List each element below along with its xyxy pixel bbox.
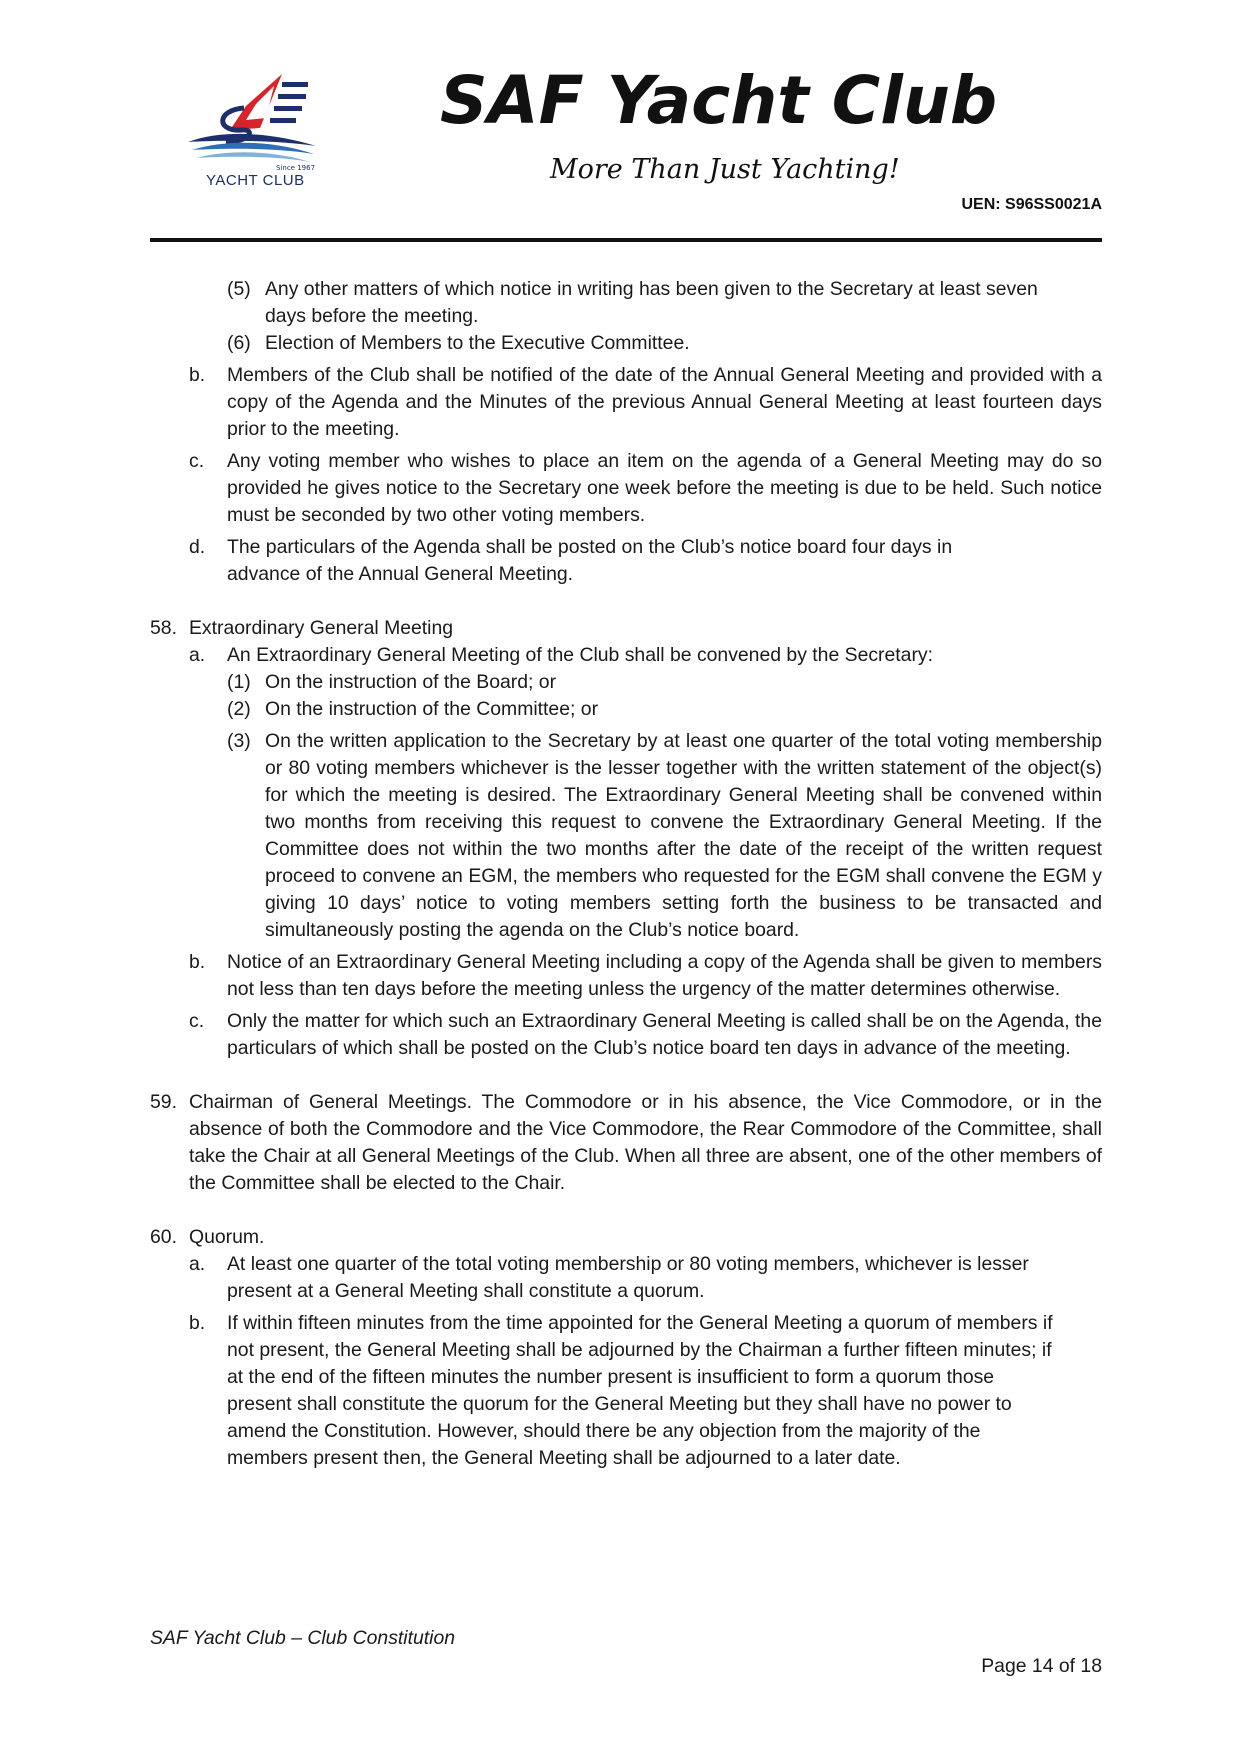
- clause-57a-5: [150, 276, 1102, 330]
- clause-58a-3: [150, 728, 1102, 944]
- yacht-club-logo: [186, 70, 336, 190]
- clause-text: Any voting member who wishes to place an item on the agenda of a General Meeting may do so provided he gives notice to the Secretary one week before the meeting is due to be held. Such notice must be seconded by two other voting members.: [227, 450, 1102, 526]
- clause-text: Notice of an Extraordinary General Meeting including a copy of the Agenda shall be given to members not less than ten days before the meeting unless the urgency of the matter determines otherwise.: [227, 951, 1102, 1000]
- clause-label: a.: [189, 644, 206, 666]
- clause-58-heading: [150, 615, 1102, 642]
- clause-text: On the instruction of the Committee; or: [265, 698, 599, 720]
- logo-since-text: Since 1967: [276, 164, 316, 172]
- logo-caption: YACHT CLUB: [206, 172, 305, 189]
- clause-text: Members of the Club shall be notified of the date of the Annual General Meeting and provided with a copy of the Agenda and the Minutes of the previous Annual General Meeting at least fourteen days prior to the meeting.: [227, 364, 1102, 440]
- clause-58a-1: [150, 669, 1102, 696]
- clause-number: 60.: [150, 1226, 177, 1248]
- clause-text: At least one quarter of the total voting membership or 80 voting members, whichever is lesser present at a General Meeting shall constitute a quorum.: [227, 1253, 1029, 1302]
- clause-text: Election of Members to the Executive Committee.: [265, 332, 690, 354]
- clause-60-heading: [150, 1224, 1102, 1251]
- clause-label: (6): [227, 332, 251, 354]
- clause-label: (2): [227, 698, 251, 720]
- club-tagline: More Than Just Yachting!: [550, 154, 900, 185]
- header-divider: [150, 238, 1102, 242]
- clause-text: On the instruction of the Board; or: [265, 671, 557, 693]
- clause-text: Chairman of General Meetings. The Commodore or in his absence, the Vice Commodore, or in the absence of both the Commodore and the Vice Commodore, the Rear Commodore of the Committee, shall take the Chair at all General Meetings of the Club. When all three are absent, one of the other members of the Committee shall be elected to the Chair.: [189, 1091, 1102, 1194]
- clause-label: c.: [189, 450, 205, 472]
- clause-label: d.: [189, 536, 206, 558]
- footer-page-number: Page 14 of 18: [981, 1655, 1102, 1677]
- clause-label: b.: [189, 951, 206, 973]
- clause-60b: [150, 1310, 1102, 1472]
- clause-text: If within fifteen minutes from the time appointed for the General Meeting a quorum of members if not present, the General Meeting shall be adjourned by the Chairman a further fifteen minutes; if at the end of the fifteen minutes the number present is insufficient to form a quorum those present shall constitute the quorum for the General Meeting but they shall have no power to amend the Constitution. However, should there be any objection from the majority of the members present then, the General Meeting shall be adjourned to a later date.: [227, 1312, 1053, 1469]
- clause-60a: [150, 1251, 1102, 1305]
- clause-label: (1): [227, 671, 251, 693]
- clause-57d: [150, 534, 1102, 588]
- clause-58a-2: [150, 696, 1102, 723]
- clause-58a: [150, 642, 1102, 669]
- clause-number: 58.: [150, 617, 177, 639]
- clause-57a-6: [150, 330, 1102, 357]
- clause-number: 59.: [150, 1091, 177, 1113]
- clause-label: b.: [189, 364, 206, 386]
- footer-document-title: SAF Yacht Club – Club Constitution: [150, 1627, 456, 1649]
- clause-label: a.: [189, 1253, 206, 1275]
- constitution-body: [150, 276, 1102, 1472]
- clause-text: Any other matters of which notice in writing has been given to the Secretary at least seven days before the meeting.: [265, 278, 1038, 327]
- clause-label: c.: [189, 1010, 205, 1032]
- clause-heading: Extraordinary General Meeting: [189, 617, 454, 639]
- clause-text: An Extraordinary General Meeting of the Club shall be convened by the Secretary:: [227, 644, 933, 666]
- club-title: SAF Yacht Club: [440, 62, 998, 139]
- uen-number: UEN: S96SS0021A: [961, 196, 1102, 213]
- clause-57b: [150, 362, 1102, 443]
- clause-label: (5): [227, 278, 251, 300]
- clause-text: The particulars of the Agenda shall be posted on the Club’s notice board four days in advance of the Annual General Meeting.: [227, 536, 953, 585]
- clause-label: b.: [189, 1312, 206, 1334]
- clause-58c: [150, 1008, 1102, 1062]
- clause-label: (3): [227, 730, 251, 752]
- clause-text: On the written application to the Secretary by at least one quarter of the total voting membership or 80 voting members whichever is the lesser together with the written statement of the object(s) for which the meeting is desired. The Extraordinary General Meeting shall be convened within two months from receiving this request to convene the Extraordinary General Meeting. If the Committee does not within the two months after the date of the receipt of the written request proceed to convene an EGM, the members who requested for the EGM shall convene the EGM y giving 10 days’ notice to voting members setting forth the business to be transacted and simultaneously posting the agenda on the Club’s notice board.: [265, 730, 1102, 941]
- clause-text: Only the matter for which such an Extraordinary General Meeting is called shall be on the Agenda, the particulars of which shall be posted on the Club’s notice board ten days in advance of the meeting.: [227, 1010, 1102, 1059]
- clause-57c: [150, 448, 1102, 529]
- clause-59: [150, 1089, 1102, 1197]
- clause-58b: [150, 949, 1102, 1003]
- clause-heading: Quorum.: [189, 1226, 265, 1248]
